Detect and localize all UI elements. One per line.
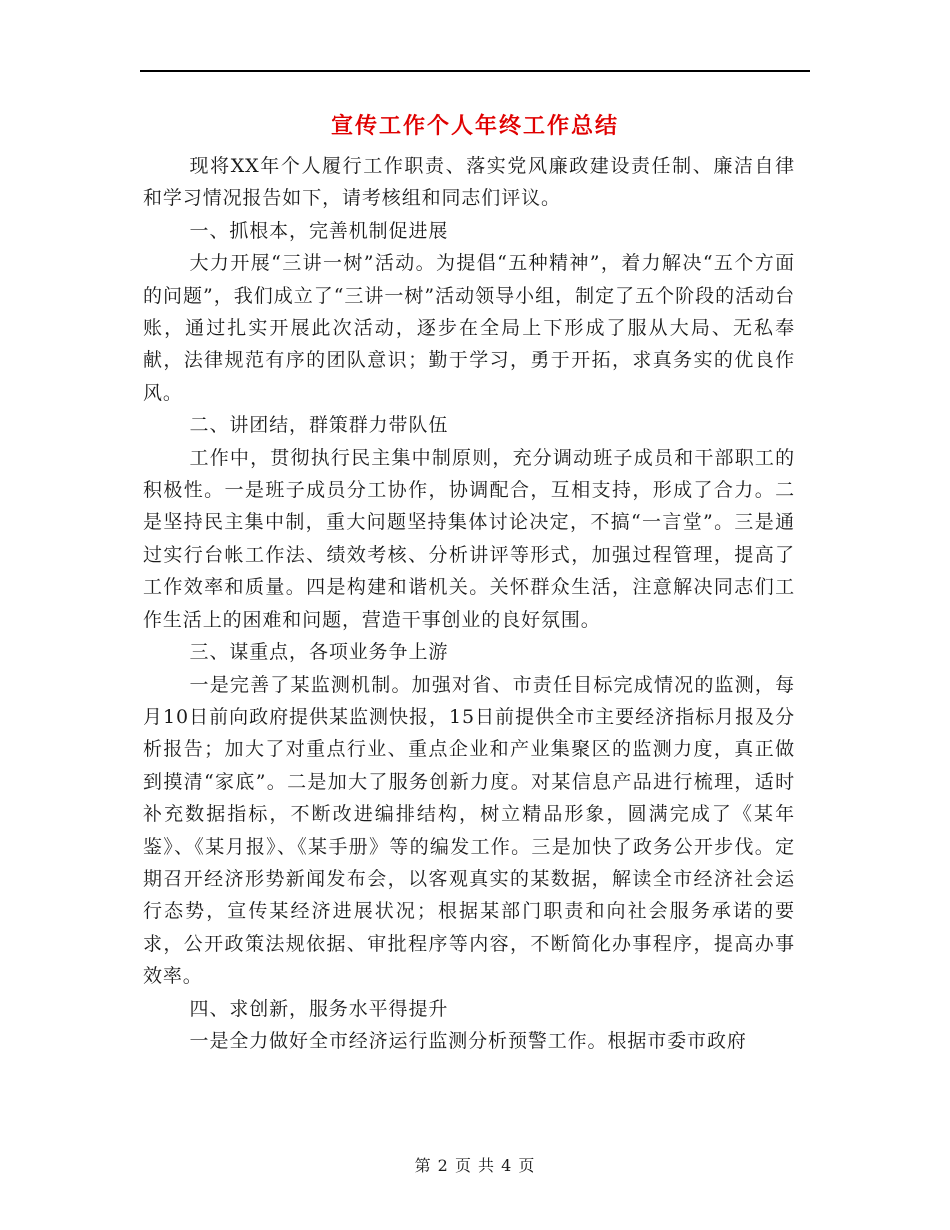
document-body — [143, 150, 795, 1057]
page-footer: 第 2 页 共 4 页 — [414, 1156, 536, 1175]
document-title: 宣传工作个人年终工作总结 — [330, 113, 619, 139]
section-heading-3: 三、谋重点，各项业务争上游 — [189, 641, 449, 664]
paragraph-intro: 现将XX年个人履行工作职责、落实党风廉政建设责任制、廉洁自律和学习情况报告如下，请考核组和同志们评议。 — [143, 155, 795, 210]
header-rule — [140, 70, 810, 72]
paragraph-section-3: 一是完善了某监测机制。加强对省、市责任目标完成情况的监测，每月10日前向政府提供某监测快报，15日前提供全市主要经济指标月报及分析报告；加大了对重点行业、重点企业和产业集聚区的监测力度，真正做到摸清“家底”。二是加大了服务创新力度。对某信息产品进行梳理，适时补充数据指标，不断改进编排结构，树立精品形象，圆满完成了《某年鉴》、《某月报》、《某手册》等的编发工作。三是加快了政务公开步伐。定期召开经济形势新闻发布会，以客观真实的某数据，解读全市经济社会运行态势，宣传某经济进展状况；根据某部门职责和向社会服务承诺的要求，公开政策法规依据、审批程序等内容，不断简化办事程序，提高办事效率。 — [143, 673, 795, 988]
section-heading-2: 二、讲团结，群策群力带队伍 — [189, 414, 449, 437]
paragraph-section-1: 大力开展“三讲一树”活动。为提倡“五种精神”，着力解决“五个方面的问题”，我们成立了“三讲一树”活动领导小组，制定了五个阶段的活动台账，通过扎实开展此次活动，逐步在全局上下形成了服从大局、无私奉献，法律规范有序的团队意识；勤于学习，勇于开拓，求真务实的优良作风。 — [143, 252, 795, 404]
paragraph-section-2: 工作中，贯彻执行民主集中制原则，充分调动班子成员和干部职工的积极性。一是班子成员分工协作，协调配合，互相支持，形成了合力。二是坚持民主集中制，重大问题坚持集体讨论决定，不搞“一言堂”。三是通过实行台帐工作法、绩效考核、分析讲评等形式，加强过程管理，提高了工作效率和质量。四是构建和谐机关。关怀群众生活，注意解决同志们工作生活上的困难和问题，营造干事创业的良好氛围。 — [143, 446, 795, 631]
section-heading-1: 一、抓根本，完善机制促进展 — [189, 219, 449, 242]
paragraph-section-4: 一是全力做好全市经济运行监测分析预警工作。根据市委市政府 — [189, 1029, 747, 1052]
section-heading-4: 四、求创新，服务水平得提升 — [189, 997, 449, 1020]
